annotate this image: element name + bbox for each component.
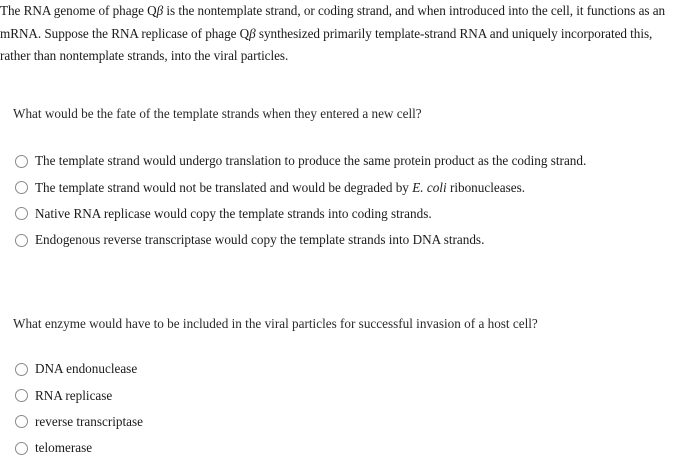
intro-text: synthesized primarily template-strand RNA and uniquely incorporated this, xyxy=(255,25,653,41)
question-1-options xyxy=(15,148,586,254)
radio-button[interactable] xyxy=(15,207,28,220)
beta-symbol: β xyxy=(249,25,256,41)
option-text: The template strand would not be translated and would be degraded by xyxy=(35,179,413,195)
beta-symbol: β xyxy=(156,3,164,18)
q1-option-4[interactable] xyxy=(15,227,586,253)
q1-option-3[interactable] xyxy=(15,201,586,227)
q2-option-3[interactable] xyxy=(15,409,143,435)
intro-text: The RNA genome of phage Q xyxy=(0,3,157,18)
radio-button[interactable] xyxy=(15,363,28,376)
option-label: DNA endonuclease xyxy=(35,361,138,377)
radio-button[interactable] xyxy=(15,155,28,168)
radio-button[interactable] xyxy=(15,389,28,402)
radio-button[interactable] xyxy=(15,181,28,194)
question-2-options xyxy=(15,356,143,462)
organism-name: E. coli xyxy=(412,179,447,195)
option-label: RNA replicase xyxy=(35,387,113,403)
radio-button[interactable] xyxy=(15,415,28,428)
option-label xyxy=(35,180,525,196)
q2-option-2[interactable] xyxy=(15,382,143,408)
intro-line-2 xyxy=(0,23,700,46)
option-label: Endogenous reverse transcriptase would copy the template strands into DNA strands. xyxy=(35,232,485,248)
intro-line-3: rather than nontemplate strands, into the viral particles. xyxy=(0,48,289,63)
q1-option-2[interactable] xyxy=(15,174,586,200)
q2-option-1[interactable] xyxy=(15,356,143,382)
q2-option-4[interactable] xyxy=(15,435,143,461)
option-label: telomerase xyxy=(35,440,93,456)
intro-text: mRNA. Suppose the RNA replicase of phage Q xyxy=(0,25,250,41)
option-label: Native RNA replicase would copy the template strands into coding strands. xyxy=(35,205,432,221)
q1-option-1[interactable] xyxy=(15,148,586,174)
intro-text: is the nontemplate strand, or coding strand, and when introduced into the cell, it functions as an xyxy=(163,3,666,18)
option-label: The template strand would undergo translation to produce the same protein product as the coding strand. xyxy=(35,153,587,169)
intro-line-1 xyxy=(0,0,700,23)
radio-button[interactable] xyxy=(15,442,28,455)
question-1-text: What would be the fate of the template strands when they entered a new cell? xyxy=(13,106,422,121)
option-label: reverse transcriptase xyxy=(35,413,144,429)
question-2-text: What enzyme would have to be included in the viral particles for successful invasion of a host cell? xyxy=(13,316,538,331)
intro-paragraph xyxy=(0,0,700,68)
option-text: ribonucleases. xyxy=(446,179,526,195)
radio-button[interactable] xyxy=(15,234,28,247)
